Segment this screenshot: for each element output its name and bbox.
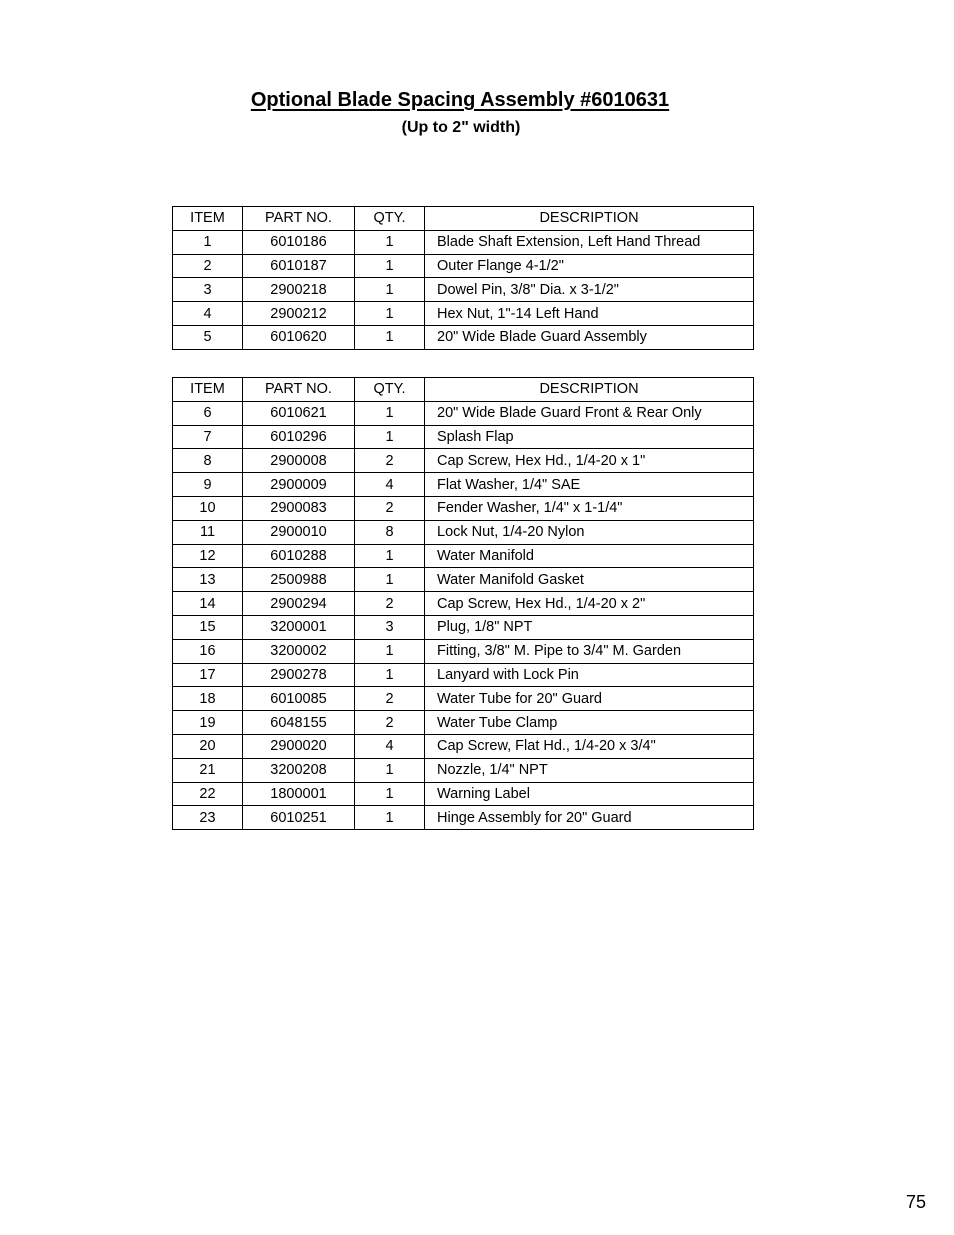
table-row [173, 544, 754, 568]
cell-description: Lanyard with Lock Pin [425, 663, 754, 687]
cell-description: Water Tube for 20" Guard [425, 687, 754, 711]
cell-item: 7 [173, 425, 243, 449]
table-row [173, 230, 754, 254]
parts-table-1-body [173, 230, 754, 349]
cell-description: Cap Screw, Hex Hd., 1/4-20 x 1" [425, 449, 754, 473]
cell-qty: 1 [355, 425, 425, 449]
cell-qty: 4 [355, 473, 425, 497]
table-row [173, 663, 754, 687]
cell-item: 2 [173, 254, 243, 278]
parts-table-1 [172, 206, 754, 350]
cell-description: Cap Screw, Hex Hd., 1/4-20 x 2" [425, 592, 754, 616]
cell-item: 20 [173, 734, 243, 758]
cell-qty: 4 [355, 734, 425, 758]
cell-item: 14 [173, 592, 243, 616]
cell-part-no: 6010296 [243, 425, 355, 449]
column-header-part-no: PART NO. [243, 378, 355, 402]
cell-item: 22 [173, 782, 243, 806]
cell-qty: 1 [355, 544, 425, 568]
table-row [173, 592, 754, 616]
column-header-item: ITEM [173, 378, 243, 402]
column-header-qty: QTY. [355, 378, 425, 402]
cell-description: Cap Screw, Flat Hd., 1/4-20 x 3/4" [425, 734, 754, 758]
cell-item: 6 [173, 401, 243, 425]
table-row [173, 782, 754, 806]
cell-part-no: 6010251 [243, 806, 355, 830]
cell-part-no: 6010621 [243, 401, 355, 425]
cell-item: 3 [173, 278, 243, 302]
cell-part-no: 2900212 [243, 302, 355, 326]
table-row [173, 401, 754, 425]
cell-part-no: 2900009 [243, 473, 355, 497]
cell-item: 23 [173, 806, 243, 830]
column-header-qty: QTY. [355, 207, 425, 231]
cell-description: Flat Washer, 1/4" SAE [425, 473, 754, 497]
table-row [173, 278, 754, 302]
table-row [173, 449, 754, 473]
table-row [173, 806, 754, 830]
table-row [173, 734, 754, 758]
table-row [173, 568, 754, 592]
cell-qty: 1 [355, 254, 425, 278]
cell-qty: 1 [355, 663, 425, 687]
parts-table-2-body [173, 401, 754, 829]
cell-description: Water Manifold [425, 544, 754, 568]
cell-qty: 1 [355, 302, 425, 326]
cell-item: 9 [173, 473, 243, 497]
cell-part-no: 2900010 [243, 520, 355, 544]
cell-qty: 1 [355, 782, 425, 806]
cell-description: Blade Shaft Extension, Left Hand Thread [425, 230, 754, 254]
cell-item: 1 [173, 230, 243, 254]
cell-qty: 1 [355, 568, 425, 592]
cell-part-no: 2900294 [243, 592, 355, 616]
cell-description: 20" Wide Blade Guard Assembly [425, 325, 754, 349]
page-number: 75 [905, 1192, 926, 1212]
cell-part-no: 1800001 [243, 782, 355, 806]
cell-part-no: 2900218 [243, 278, 355, 302]
cell-item: 19 [173, 711, 243, 735]
page-title: Optional Blade Spacing Assembly #6010631 [250, 89, 670, 111]
cell-qty: 2 [355, 711, 425, 735]
cell-part-no: 6010288 [243, 544, 355, 568]
cell-item: 15 [173, 615, 243, 639]
cell-qty: 1 [355, 758, 425, 782]
cell-part-no: 2900278 [243, 663, 355, 687]
table-row [173, 473, 754, 497]
cell-qty: 2 [355, 449, 425, 473]
cell-item: 5 [173, 325, 243, 349]
cell-part-no: 3200208 [243, 758, 355, 782]
cell-part-no: 3200001 [243, 615, 355, 639]
cell-part-no: 2500988 [243, 568, 355, 592]
table-header-row [173, 207, 754, 231]
table-row [173, 425, 754, 449]
cell-item: 8 [173, 449, 243, 473]
parts-table-2 [172, 377, 754, 830]
cell-part-no: 6010085 [243, 687, 355, 711]
cell-part-no: 3200002 [243, 639, 355, 663]
cell-qty: 8 [355, 520, 425, 544]
cell-part-no: 2900083 [243, 496, 355, 520]
table-row [173, 496, 754, 520]
cell-description: 20" Wide Blade Guard Front & Rear Only [425, 401, 754, 425]
cell-part-no: 6010187 [243, 254, 355, 278]
cell-qty: 1 [355, 401, 425, 425]
cell-item: 12 [173, 544, 243, 568]
table-row [173, 639, 754, 663]
cell-part-no: 2900020 [243, 734, 355, 758]
table-row [173, 520, 754, 544]
cell-description: Outer Flange 4-1/2" [425, 254, 754, 278]
cell-description: Water Tube Clamp [425, 711, 754, 735]
cell-item: 10 [173, 496, 243, 520]
table-row [173, 302, 754, 326]
cell-description: Fitting, 3/8" M. Pipe to 3/4" M. Garden [425, 639, 754, 663]
table-row [173, 687, 754, 711]
column-header-description: DESCRIPTION [425, 378, 754, 402]
table-row [173, 254, 754, 278]
cell-description: Hex Nut, 1"-14 Left Hand [425, 302, 754, 326]
cell-item: 13 [173, 568, 243, 592]
cell-part-no: 6010186 [243, 230, 355, 254]
column-header-part-no: PART NO. [243, 207, 355, 231]
cell-item: 11 [173, 520, 243, 544]
table-row [173, 615, 754, 639]
cell-description: Water Manifold Gasket [425, 568, 754, 592]
cell-description: Splash Flap [425, 425, 754, 449]
cell-qty: 3 [355, 615, 425, 639]
table-header-row [173, 378, 754, 402]
cell-qty: 1 [355, 806, 425, 830]
cell-description: Fender Washer, 1/4" x 1-1/4" [425, 496, 754, 520]
table-row [173, 711, 754, 735]
table-row [173, 758, 754, 782]
cell-description: Lock Nut, 1/4-20 Nylon [425, 520, 754, 544]
cell-description: Warning Label [425, 782, 754, 806]
column-header-description: DESCRIPTION [425, 207, 754, 231]
cell-item: 16 [173, 639, 243, 663]
cell-description: Dowel Pin, 3/8" Dia. x 3-1/2" [425, 278, 754, 302]
cell-qty: 1 [355, 278, 425, 302]
cell-item: 4 [173, 302, 243, 326]
cell-item: 17 [173, 663, 243, 687]
cell-part-no: 6048155 [243, 711, 355, 735]
cell-description: Hinge Assembly for 20" Guard [425, 806, 754, 830]
page-subtitle: (Up to 2" width) [401, 119, 521, 136]
cell-qty: 2 [355, 687, 425, 711]
cell-qty: 1 [355, 325, 425, 349]
cell-qty: 1 [355, 639, 425, 663]
cell-qty: 2 [355, 592, 425, 616]
cell-item: 21 [173, 758, 243, 782]
cell-item: 18 [173, 687, 243, 711]
cell-qty: 2 [355, 496, 425, 520]
cell-part-no: 6010620 [243, 325, 355, 349]
column-header-item: ITEM [173, 207, 243, 231]
cell-qty: 1 [355, 230, 425, 254]
cell-part-no: 2900008 [243, 449, 355, 473]
cell-description: Nozzle, 1/4" NPT [425, 758, 754, 782]
cell-description: Plug, 1/8" NPT [425, 615, 754, 639]
table-row [173, 325, 754, 349]
